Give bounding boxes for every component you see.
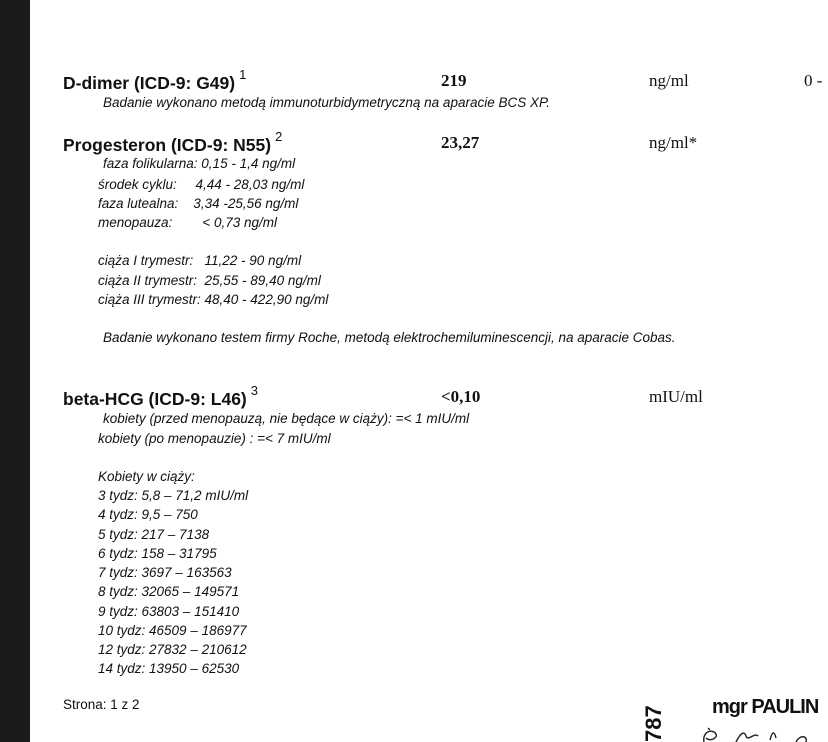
ref-line: ciąża III trymestr: 48,40 - 422,90 ng/ml xyxy=(98,292,329,307)
test-name-progesteron: Progesteron (ICD-9: N55) $^2$ xyxy=(63,129,283,155)
test-name-d-dimer: D-dimer (ICD-9: G49) $^1$ xyxy=(63,67,247,93)
ref-line: 7 tydz: 3697 – 163563 xyxy=(98,565,232,580)
ref-line: 6 tydz: 158 – 31795 xyxy=(98,546,217,561)
ref-line: kobiety (przed menopauzą, nie będące w ciąży): =< 1 mIU/ml xyxy=(103,411,470,426)
ref-line: 4 tydz: 9,5 – 750 xyxy=(98,507,198,522)
footnote-marker: 2 xyxy=(275,129,283,144)
method-note-d-dimer: Badanie wykonano metodą immunoturbidymetryczną na aparacie BCS XP. xyxy=(103,95,550,110)
ref-line: ciąża I trymestr: 11,22 - 90 ng/ml xyxy=(98,253,302,268)
page-number: Strona: 1 z 2 xyxy=(63,697,140,712)
test-range-d-dimer: 0 - xyxy=(804,71,823,90)
ref-line: 10 tydz: 46509 – 186977 xyxy=(98,623,247,638)
test-unit-progesteron: ng/ml* xyxy=(649,133,698,152)
ref-line: faza folikularna: 0,15 - 1,4 ng/ml xyxy=(103,156,296,171)
footnote-marker: 1 xyxy=(239,67,247,82)
ref-line: faza lutealna: 3,34 -25,56 ng/ml xyxy=(98,196,299,211)
footnote-marker: 3 xyxy=(250,383,258,398)
ref-line: 9 tydz: 63803 – 151410 xyxy=(98,604,240,619)
ref-line: kobiety (po menopauzie) : =< 7 mIU/ml xyxy=(98,431,331,446)
test-unit-d-dimer: ng/ml xyxy=(649,71,689,90)
ref-line: ciąża II trymestr: 25,55 - 89,40 ng/ml xyxy=(98,273,321,288)
ref-line: menopauza: < 0,73 ng/ml xyxy=(98,215,277,230)
ref-line: Kobiety w ciąży: xyxy=(98,469,195,484)
ref-line: 8 tydz: 32065 – 149571 xyxy=(98,584,240,599)
ref-line: środek cyklu: 4,44 - 28,03 ng/ml xyxy=(98,177,305,192)
ref-line: 3 tydz: 5,8 – 71,2 mIU/ml xyxy=(98,488,249,503)
handwritten-signature-icon xyxy=(696,720,828,742)
ref-line: 5 tydz: 217 – 7138 xyxy=(98,527,210,542)
signature-name: mgr PAULIN xyxy=(712,696,819,718)
test-value-d-dimer: 219 xyxy=(441,71,467,90)
ref-line: 12 tydz: 27832 – 210612 xyxy=(98,642,247,657)
test-name-beta-hcg: beta-HCG (ICD-9: L46) $^3$ xyxy=(63,383,258,409)
test-value-beta-hcg: <0,10 xyxy=(441,387,481,406)
method-note-progesteron: Badanie wykonano testem firmy Roche, metodą elektrochemiluminescencji, na aparacie Cobas. xyxy=(103,330,676,345)
test-value-progesteron: 23,27 xyxy=(441,133,480,152)
stamp-number: 787 xyxy=(641,705,666,742)
test-unit-beta-hcg: mIU/ml xyxy=(649,387,703,406)
page-edge-shadow xyxy=(0,0,30,742)
ref-line: 14 tydz: 13950 – 62530 xyxy=(98,661,240,676)
